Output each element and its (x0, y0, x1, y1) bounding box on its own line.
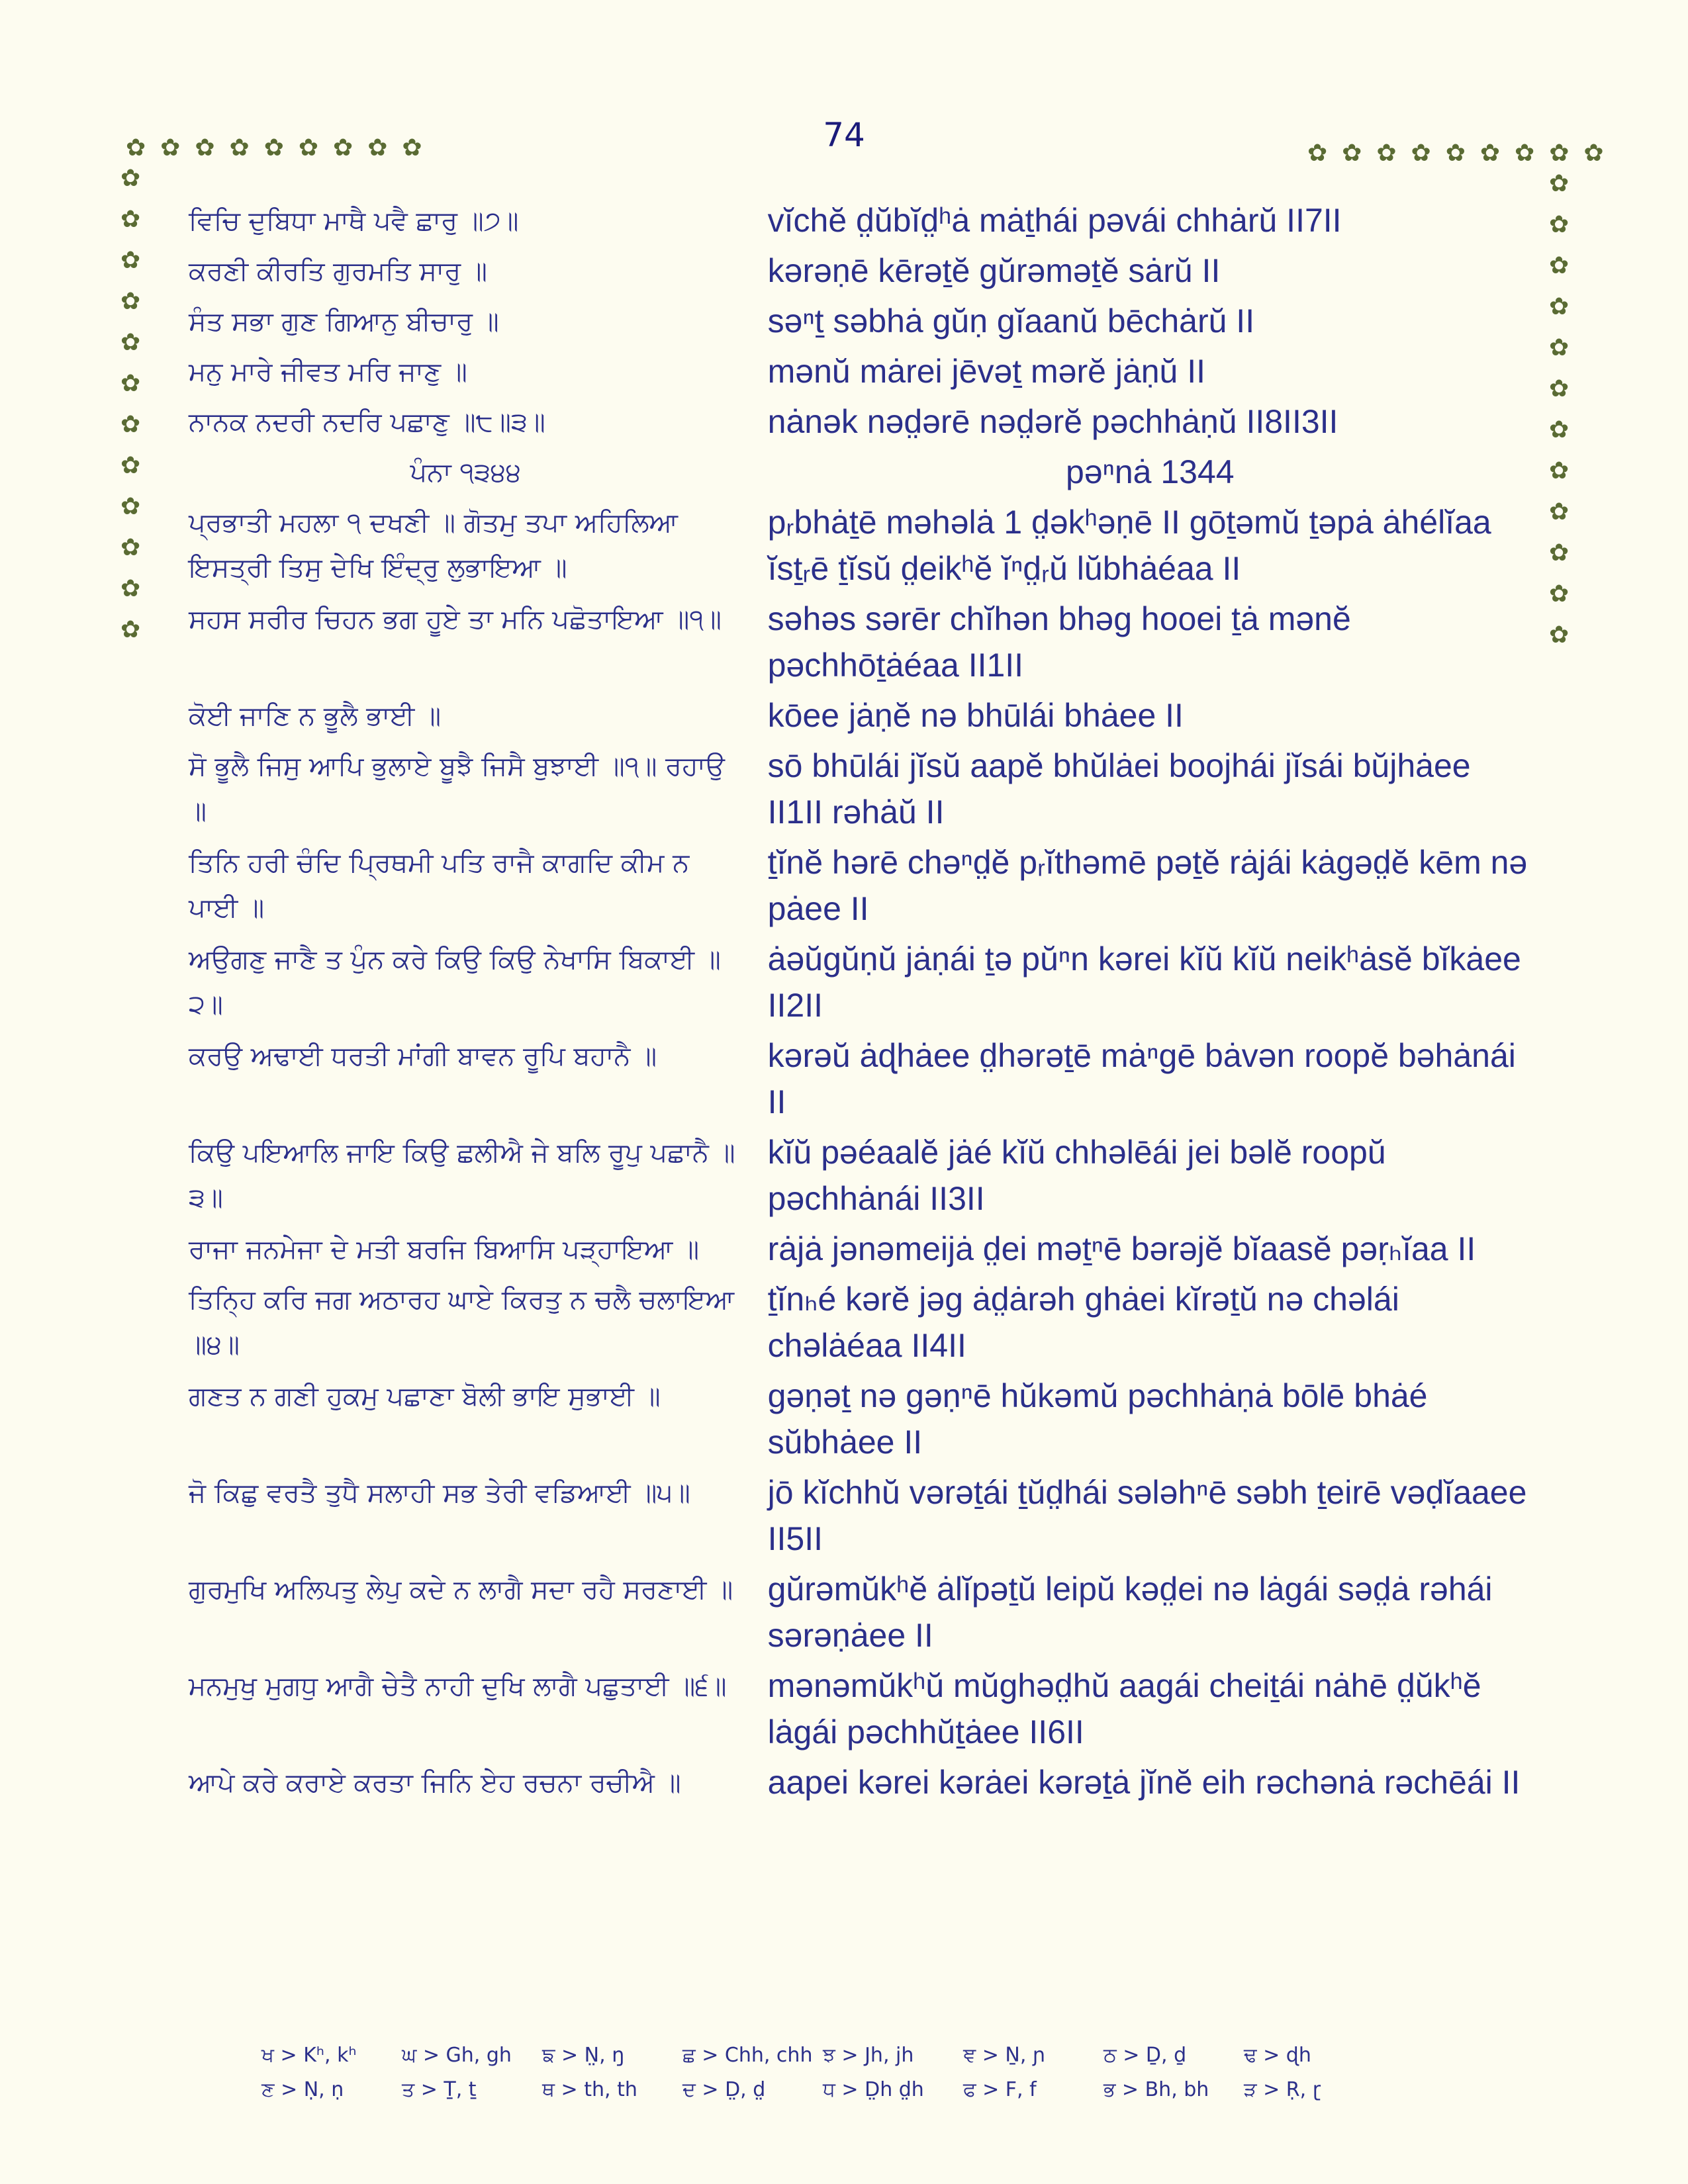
flower-icon: ✿ (1549, 293, 1570, 320)
legend-row (261, 2038, 1453, 2073)
gurmukhi-text: ਸਹਸ ਸਰੀਰ ਚਿਹਨ ਭਗ ਹੂਏ ਤਾ ਮਨਿ ਪਛੋਤਾਇਆ ॥੧॥ (189, 604, 722, 635)
gurmukhi-text: ਅਉਗਣੁ ਜਾਣੈ ਤ ਪੁੰਨ ਕਰੇ ਕਿਉ ਕਿਉ ਨੇਖਾਸਿ ਬਿਕਾਈ ॥੨॥ (189, 944, 721, 1020)
flower-icon: ✿ (263, 134, 284, 161)
verse-line (189, 1469, 1532, 1562)
flower-icon: ✿ (1549, 170, 1570, 197)
transliteration-text: kĭŭ pəéaalĕ jȧé kĭŭ chhəlēái jei bəlĕ roopŭ pəchhȧnái II3II (767, 1134, 1386, 1217)
flower-icon: ✿ (1549, 416, 1570, 443)
flower-icon: ✿ (120, 370, 141, 397)
flower-icon: ✿ (367, 134, 388, 161)
ornament-border-left (120, 165, 140, 643)
legend-item: ਝ > Jh, jh (823, 2044, 914, 2067)
transliteration-text: kərəṇē kērəṯĕ gŭrəməṯĕ sȧrŭ II (767, 252, 1221, 289)
verse-line (189, 1276, 1532, 1369)
legend-item: ਭ > Bh, bh (1103, 2078, 1209, 2101)
gurmukhi-text: ਆਪੇ ਕਰੇ ਕਰਾਏ ਕਰਤਾ ਜਿਨਿ ਏਹ ਰਚਨਾ ਰਚੀਐ ॥ (189, 1768, 681, 1798)
legend-item: ਤ > Ṯ, ṯ (402, 2078, 477, 2101)
legend-item: ੜ > Ṛ, ɽ (1244, 2078, 1321, 2101)
flower-icon: ✿ (1583, 140, 1604, 167)
transliteration-text: sō bhūlái jĭsŭ aapĕ bhŭlȧei boojhái jĭsái bŭjhȧee II1II rəhȧŭ II (767, 747, 1471, 831)
page-heading-line (189, 449, 1532, 495)
verse-line (189, 499, 1532, 592)
verse-line (189, 1032, 1532, 1125)
transliteration-text: nȧnək nəd̤ərē nəd̤ərĕ pəchhȧṇŭ II8II3II (767, 403, 1338, 440)
transliteration-text: səⁿṯ səbhȧ gŭṇ gĭaanŭ bēchȧrŭ II (767, 302, 1255, 340)
flower-icon: ✿ (1549, 334, 1570, 361)
verse-line (189, 1566, 1532, 1659)
transliteration-text: jō kĭchhŭ vərəṯái ṯŭd̤hái sələhⁿē səbh ṯeirē vəḍĭaaee II5II (767, 1474, 1527, 1557)
verse-line (189, 692, 1532, 739)
transliteration-text: kərəŭ ȧɖhȧee d̤hərəṯē mȧⁿgē bȧvən roopĕ bəhȧnái II (767, 1037, 1516, 1120)
gurmukhi-text: ਰਾਜਾ ਜਨਮੇਜਾ ਦੇ ਮਤੀ ਬਰਜਿ ਬਿਆਸਿ ਪੜ੍ਹਾਇਆ ॥ (189, 1234, 700, 1265)
legend-item: ਞ > Ṉ, ɲ (963, 2044, 1046, 2067)
gurmukhi-text: ਕੋਈ ਜਾਣਿ ਨ ਭੂਲੈ ਭਾਈ ॥ (189, 701, 442, 731)
flower-icon: ✿ (120, 206, 141, 233)
transliteration-text: ṯĭnₕé kərĕ jəg ȧd̤ȧrəh ghȧei kĭrəṯŭ nə chəlái chəlȧéaa II4II (767, 1281, 1399, 1364)
flower-icon: ✿ (1549, 621, 1570, 649)
flower-icon: ✿ (160, 134, 181, 161)
gurmukhi-text: ਕਰਣੀ ਕੀਰਤਿ ਗੁਰਮਤਿ ਸਾਰੁ ॥ (189, 256, 487, 287)
transliteration-text: ȧəŭgŭṇŭ jȧṇái ṯə pŭⁿn kərei kĭŭ kĭŭ neikʰȧsĕ bĭkȧee II2II (767, 940, 1521, 1024)
verse-line (189, 839, 1532, 932)
gurmukhi-text: ਨਾਨਕ ਨਦਰੀ ਨਦਰਿ ਪਛਾਣੁ ॥੮॥੩॥ (189, 407, 545, 437)
legend-row (261, 2073, 1453, 2107)
flower-icon: ✿ (1549, 375, 1570, 402)
gurmukhi-text: ਸੰਤ ਸਭਾ ਗੁਣ ਗਿਆਨੁ ਬੀਚਾਰੁ ॥ (189, 306, 499, 337)
gurmukhi-text: ਕਰਉ ਅਢਾਈ ਧਰਤੀ ਮਾਂਗੀ ਬਾਵਨ ਰੂਪਿ ਬਹਾਨੈ ॥ (189, 1041, 657, 1071)
verse-line (189, 348, 1532, 394)
verse-line (189, 1129, 1532, 1222)
flower-icon: ✿ (1479, 140, 1501, 167)
legend-item: ਣ > Ṇ, ṇ (261, 2078, 344, 2101)
legend-item: ਫ > F, f (963, 2078, 1037, 2101)
transliteration-legend (261, 2038, 1453, 2107)
verse-line (189, 1226, 1532, 1272)
legend-item: ਙ > N̤, ŋ (542, 2044, 625, 2067)
verse-line (189, 936, 1532, 1028)
flower-icon: ✿ (1549, 580, 1570, 608)
transliteration-text: mənəmŭkʰŭ mŭghəd̤hŭ aagái cheiṯái nȧhē d̤ŭkʰĕ lȧgái pəchhŭṯȧee II6II (767, 1667, 1481, 1751)
legend-item: ਦ > D̤, d̤ (682, 2078, 766, 2101)
gurmukhi-text: ਗਣਤ ਨ ਗਣੀ ਹੁਕਮੁ ਪਛਾਣਾ ਬੋਲੀ ਭਾਇ ਸੁਭਾਈ ॥ (189, 1381, 661, 1412)
legend-item: ਢ > ɖh (1244, 2044, 1311, 2067)
transliteration-text: vĭchĕ d̤ŭbĭd̤ʰȧ mȧṯhái pəvái chhȧrŭ II7II (767, 202, 1342, 239)
ornament-border-top-right (1307, 140, 1604, 167)
legend-item: ਧ > D̤h d̤h (823, 2078, 924, 2101)
verse-line (189, 596, 1532, 688)
flower-icon: ✿ (1549, 211, 1570, 238)
flower-icon: ✿ (1549, 498, 1570, 525)
verse-line (189, 1759, 1532, 1805)
page-number: 74 (823, 116, 865, 154)
verse-line (189, 248, 1532, 294)
gurmukhi-text: ਗੁਰਮੁਖਿ ਅਲਿਪਤੁ ਲੇਪੁ ਕਦੇ ਨ ਲਾਗੈ ਸਦਾ ਰਹੈ ਸਰਣਾਈ ॥ (189, 1574, 733, 1605)
flower-icon: ✿ (120, 165, 141, 192)
flower-icon: ✿ (1445, 140, 1466, 167)
verse-line (189, 197, 1532, 244)
verse-line (189, 298, 1532, 344)
flower-icon: ✿ (298, 134, 319, 161)
flower-icon: ✿ (1549, 457, 1570, 484)
flower-icon: ✿ (1549, 252, 1570, 279)
transliteration-text: aapei kərei kərȧei kərəṯȧ jĭnĕ eih rəchənȧ rəchēái II (767, 1764, 1521, 1801)
flower-icon: ✿ (229, 134, 250, 161)
gurmukhi-text: ਸੋ ਭੂਲੈ ਜਿਸੁ ਆਪਿ ਭੁਲਾਏ ਬੂਝੈ ਜਿਸੈ ਬੁਝਾਈ ॥੧॥ ਰਹਾਉ ॥ (189, 751, 725, 827)
verse-table (189, 197, 1532, 1809)
flower-icon: ✿ (120, 534, 141, 561)
transliteration-text: kōee jȧṇĕ nə bhūlái bhȧee II (767, 697, 1184, 734)
ornament-border-top-left (126, 135, 422, 161)
transliteration-text: gəṇəṯ nə gəṇⁿē hŭkəmŭ pəchhȧṇȧ bōlē bhȧé sŭbhȧee II (767, 1377, 1428, 1461)
flower-icon: ✿ (120, 329, 141, 356)
gurmukhi-text: ਪ੍ਰਭਾਤੀ ਮਹਲਾ ੧ ਦਖਣੀ ॥ ਗੋਤਮੁ ਤਪਾ ਅਹਿਲਿਆ ਇਸਤ੍ਰੀ ਤਿਸੁ ਦੇਖਿ ਇੰਦ੍ਰੁ ਲੁਭਾਇਆ ॥ (189, 508, 679, 583)
transliteration-text: pᵣbhȧṯē məhəlȧ 1 d̤əkʰəṇē II gōṯəmŭ ṯəpȧ ȧhélĭaa ĭsṯᵣē ṯĭsŭ d̤eikʰĕ ĭⁿd̤ᵣŭ lŭbhȧéaa II (767, 504, 1491, 587)
transliteration-text: gŭrəmŭkʰĕ ȧlĭpəṯŭ leipŭ kəd̤ei nə lȧgái səd̤ȧ rəhái sərəṇȧee II (767, 1570, 1493, 1654)
gurmukhi-text: ਵਿਚਿ ਦੁਬਿਧਾ ਮਾਥੈ ਪਵੈ ਛਾਰੁ ॥੭॥ (189, 206, 519, 236)
gurmukhi-text: ਤਿਨ੍ਹਿ ਕਰਿ ਜਗ ਅਠਾਰਹ ਘਾਏ ਕਿਰਤੁ ਨ ਚਲੈ ਚਲਾਇਆ ॥੪॥ (189, 1285, 735, 1360)
flower-icon: ✿ (402, 134, 422, 161)
verse-line (189, 1373, 1532, 1465)
legend-item: ਠ > Ḏ, ḏ (1103, 2044, 1187, 2067)
flower-icon: ✿ (120, 411, 141, 438)
flower-icon: ✿ (120, 616, 141, 643)
transliteration-text: səhəs sərēr chĭhən bhəg hooei ṯȧ mənĕ pəchhōṯȧéaa II1II (767, 600, 1351, 684)
flower-icon: ✿ (120, 288, 141, 315)
flower-icon: ✿ (1307, 140, 1328, 167)
flower-icon: ✿ (1549, 140, 1570, 167)
legend-item: ਥ > th, th (542, 2078, 637, 2101)
legend-item: ਘ > Gh, gh (402, 2044, 512, 2067)
verse-line (189, 398, 1532, 445)
flower-icon: ✿ (120, 493, 141, 520)
flower-icon: ✿ (1549, 539, 1570, 567)
flower-icon: ✿ (120, 452, 141, 479)
ornament-border-right (1549, 171, 1569, 649)
flower-icon: ✿ (1376, 140, 1397, 167)
gurmukhi-text: ਮਨਮੁਖੁ ਮੁਗਧੁ ਆਗੈ ਚੇਤੈ ਨਾਹੀ ਦੁਖਿ ਲਾਗੈ ਪਛੁਤਾਈ ॥੬॥ (189, 1671, 727, 1702)
flower-icon: ✿ (126, 134, 146, 161)
flower-icon: ✿ (1515, 140, 1535, 167)
flower-icon: ✿ (1411, 140, 1431, 167)
flower-icon: ✿ (120, 575, 141, 602)
gurmukhi-page-heading: ਪੰਨਾ ੧੩੪੪ (410, 457, 522, 488)
flower-icon: ✿ (195, 134, 215, 161)
gurmukhi-text: ਮਨੁ ਮਾਰੇ ਜੀਵਤ ਮਰਿ ਜਾਣੁ ॥ (189, 357, 467, 387)
flower-icon: ✿ (1342, 140, 1362, 167)
transliteration-text: mənŭ mȧrei jēvəṯ mərĕ jȧṇŭ II (767, 353, 1206, 390)
gurmukhi-text: ਜੋ ਕਿਛੁ ਵਰਤੈ ਤੁਧੈ ਸਲਾਹੀ ਸਭ ਤੇਰੀ ਵਡਿਆਈ ॥੫॥ (189, 1478, 690, 1508)
legend-item: ਖ > Kʰ, kʰ (261, 2044, 357, 2067)
gurmukhi-text: ਤਿਨਿ ਹਰੀ ਚੰਦਿ ਪ੍ਰਿਥਮੀ ਪਤਿ ਰਾਜੈ ਕਾਗਦਿ ਕੀਮ ਨ ਪਾਈ ॥ (189, 848, 690, 923)
transliteration-text: ṯĭnĕ hərē chəⁿd̤ĕ pᵣĭthəmē pəṯĕ rȧjái kȧgəd̤ĕ kēm nə pȧee II (767, 844, 1528, 927)
verse-line (189, 743, 1532, 835)
legend-item: ਛ > Chh, chh (682, 2044, 813, 2067)
transliteration-page-heading: pəⁿnȧ 1344 (1066, 453, 1235, 490)
flower-icon: ✿ (120, 247, 141, 274)
verse-line (189, 1662, 1532, 1755)
transliteration-text: rȧjȧ jənəmeijȧ d̤ei məṯⁿē bərəjĕ bĭaasĕ pəṛₕĭaa II (767, 1230, 1476, 1267)
flower-icon: ✿ (333, 134, 353, 161)
gurmukhi-text: ਕਿਉ ਪਇਆਲਿ ਜਾਇ ਕਿਉ ਛਲੀਐ ਜੇ ਬਲਿ ਰੂਪੁ ਪਛਾਨੈ ॥੩॥ (189, 1138, 735, 1213)
